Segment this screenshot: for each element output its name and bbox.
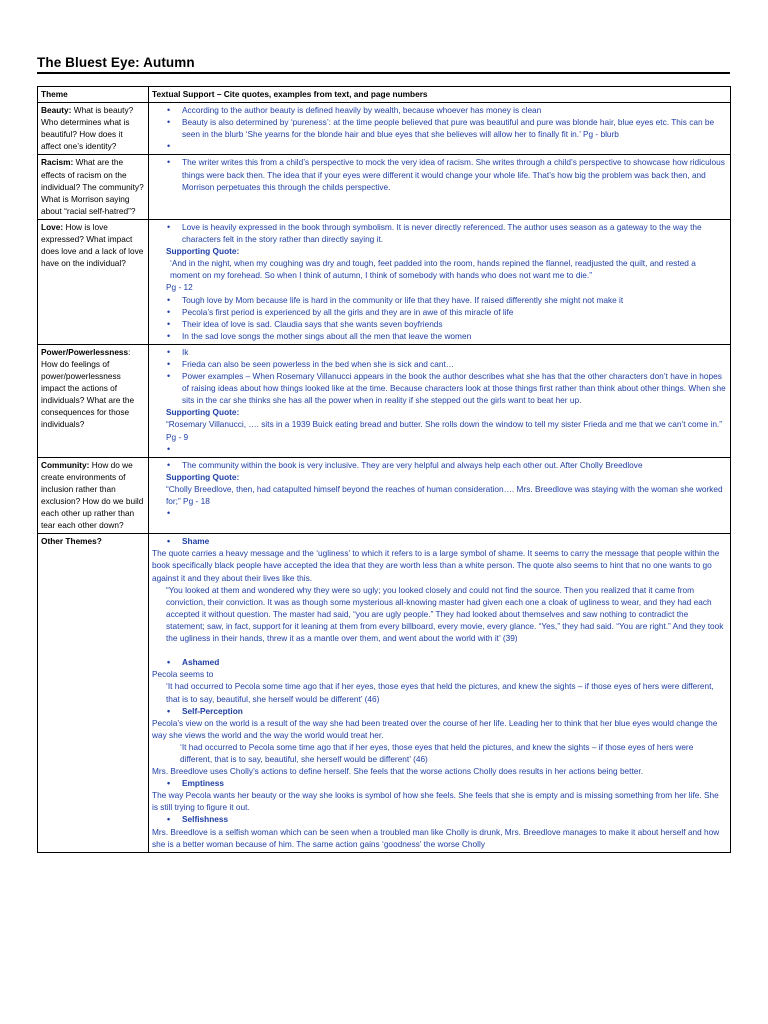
subtheme-paragraph: The quote carries a heavy message and the ‘ugliness’ to which it refers to is a large symbol of shame. It seems to carry the message that people within the book specifically black people have accepted the idea that they are worth less than a white person. The quote also seems to hint that no one wants to go against it and they about their lives like this. bbox=[152, 548, 720, 583]
spacer bbox=[152, 644, 727, 656]
bullet-list bbox=[152, 104, 727, 152]
list-item-empty bbox=[182, 443, 727, 455]
table-row-community bbox=[38, 457, 731, 534]
subtheme-quote: ‘It had occurred to Pecola some time ago that if her eyes, those eyes that held the pictures, and knew the sights – if those eyes of hers were different, that is to say, beautiful, she herself would be different’ (46) bbox=[180, 741, 694, 764]
themes-table bbox=[37, 86, 731, 853]
list-item: • Ik bbox=[182, 346, 727, 358]
theme-label: Community: bbox=[41, 459, 90, 470]
header-support: Textual Support – Cite quotes, examples from text, and page numbers bbox=[149, 87, 731, 103]
theme-label: Beauty: bbox=[41, 105, 72, 116]
support-cell-love bbox=[149, 219, 731, 344]
table-row-racism bbox=[38, 155, 731, 219]
subtheme-quote: “You looked at them and wondered why they were so ugly; you looked closely and could not find the source. Then you realized that it came from conviction, their conviction. It was as though some mysterious all-knowing master had given each one a cloak of ugliness to wear, and they had each accepted it without question. The master had said, “you are ugly people.” They had looked about themselves and saw nothing to contradict the statement; saw, in fact, support for it leaning at them from every billboard, every movie, every glance. “Yes,” they had said. “You are right.” And they took the ugliness in their hands, threw it as a mantle over them, and went about the world with it’ (39) bbox=[166, 584, 724, 644]
supporting-quote: “Rosemary Villanucci, …. sits in a 1939 Buick eating bread and butter. She rolls down the window to tell my sister Frieda and me that we can’t come in.” Pg - 9 bbox=[166, 419, 723, 442]
theme-question: : How do feelings of power/powerlessness impact the actions of individuals? What are the consequences for those individuals? bbox=[41, 346, 135, 430]
theme-label: Love: bbox=[41, 221, 64, 232]
document-title: The Bluest Eye: Autumn bbox=[37, 55, 195, 70]
supporting-quote-label: Supporting Quote: bbox=[166, 407, 240, 418]
support-cell-other bbox=[149, 534, 731, 852]
bullet-list bbox=[152, 294, 727, 342]
theme-label: Other Themes? bbox=[41, 536, 102, 547]
bullet-list bbox=[152, 346, 727, 406]
bullet-list bbox=[152, 507, 727, 519]
subtheme-heading-self-perception: • Self-Perception bbox=[152, 705, 727, 717]
theme-cell-love bbox=[38, 219, 149, 344]
title-underline bbox=[37, 72, 730, 74]
list-item: • Frieda can also be seen powerless in the bed when she is sick and cant… bbox=[182, 358, 727, 370]
table-row-beauty bbox=[38, 103, 731, 155]
supporting-quote: “Cholly Breedlove, then, had catapulted himself beyond the reaches of human consideration…. Mrs. Breedlove was staying with the woman she worked for;” Pg - 18 bbox=[166, 483, 723, 506]
subtheme-paragraph: Mrs. Breedlove uses Cholly’s actions to define herself. She feels that the worse actions Cholly does results in her actions being better. bbox=[152, 766, 644, 777]
theme-cell-community bbox=[38, 457, 149, 534]
page-reference: Pg - 12 bbox=[166, 282, 193, 293]
subtheme-heading-ashamed: • Ashamed bbox=[152, 656, 727, 668]
support-cell-community bbox=[149, 457, 731, 534]
theme-cell-power bbox=[38, 344, 149, 457]
table-header-row bbox=[38, 87, 731, 103]
list-item: • Their idea of love is sad. Claudia says that she wants seven boyfriends bbox=[182, 318, 727, 330]
list-item: • Power examples – When Rosemary Villanucci appears in the book the author describes what she has that the other characters don’t have in hopes of raising ideas about how things looked like at the time. Because characters look at those things first rather than think about other things. When she sits in the car she thinks she has all the power when in reality if she stepped out the girls want to beat her up. bbox=[182, 370, 727, 406]
theme-label: Racism: bbox=[41, 157, 74, 168]
subtheme-heading-shame: • Shame bbox=[152, 535, 727, 547]
subtheme-heading-selfishness: • Selfishness bbox=[152, 813, 727, 825]
table-row-other-themes bbox=[38, 534, 731, 852]
theme-label: Power/Powerlessness bbox=[41, 346, 129, 357]
theme-question: How is love expressed? What impact does love and a lack of love have on the individual? bbox=[41, 221, 144, 269]
list-item: • Pecola’s first period is experienced by all the girls and they are in awe of this miracle of life bbox=[182, 306, 727, 318]
theme-question: What is beauty? Who determines what is beautiful? How does it affect one’s identity? bbox=[41, 105, 134, 152]
list-item-empty bbox=[182, 140, 727, 152]
theme-cell-beauty bbox=[38, 103, 149, 155]
list-item-empty bbox=[182, 507, 727, 519]
bullet-list bbox=[152, 459, 727, 471]
header-theme: Theme bbox=[38, 87, 149, 103]
support-cell-power bbox=[149, 344, 731, 457]
subtheme-heading-emptiness: • Emptiness bbox=[152, 777, 727, 789]
list-item: • Love is heavily expressed in the book through symbolism. It is never directly referenced. The author uses season as a gateway to the way the characters felt in the story rather than directly saying it. bbox=[182, 221, 727, 245]
bullet-list bbox=[152, 221, 727, 245]
list-item: • According to the author beauty is defined heavily by wealth, because whoever has money is clean bbox=[182, 104, 727, 116]
table-row-love bbox=[38, 219, 731, 344]
support-cell-beauty bbox=[149, 103, 731, 155]
support-cell-racism bbox=[149, 155, 731, 219]
subtheme-paragraph: Mrs. Breedlove is a selfish woman which can be seen when a troubled man like Cholly is drunk, Mrs. Breedlove manages to make it about herself and how she is a better woman because of him. The same action gains ‘goodness’ the worse Cholly bbox=[152, 826, 720, 849]
table-row-power bbox=[38, 344, 731, 457]
list-item: • Beauty is also determined by ‘pureness’: at the time people believed that pure was beautiful and pure was blonde hair, blue eyes etc. This can be seen in the blurb ‘She yearns for the blonde hair and blue eyes that she believes will allow her to finally fit in.’ Pg - blurb bbox=[182, 116, 727, 140]
subtheme-paragraph: Pecola seems to bbox=[152, 669, 214, 680]
theme-cell-other bbox=[38, 534, 149, 852]
theme-cell-racism bbox=[38, 155, 149, 219]
subtheme-paragraph: The way Pecola wants her beauty or the way she looks is symbol of how she feels. She feels that she is empty and is missing something from her life. She is still trying to figure it out. bbox=[152, 790, 719, 813]
list-item: • In the sad love songs the mother sings about all the men that leave the women bbox=[182, 330, 727, 342]
list-item: • The writer writes this from a child’s perspective to mock the very idea of racism. She writes through a child’s perspective to showcase how ridiculous things were back then. The idea that if your eyes were different it would change your whole life. That’s how big the problem was back then, and Morrison perpetuates this through the childs perspective. bbox=[182, 156, 727, 192]
theme-question: What are the effects of racism on the individual? The community? What is Morrison saying about “racial self-hatred”? bbox=[41, 157, 144, 216]
list-item: • The community within the book is very inclusive. They are very helpful and always help each other out. After Cholly Breedlove bbox=[182, 459, 727, 471]
bullet-list bbox=[152, 443, 727, 455]
subtheme-quote: ‘It had occurred to Pecola some time ago that if her eyes, those eyes that held the pictures, and knew the sights – if those eyes of hers were different, that is to say, beautiful, she herself would be different’ (46) bbox=[166, 681, 714, 704]
subtheme-paragraph: Pecola’s view on the world is a result of the way she had been treated over the course of her life. Leading her to think that her blue eyes would change the way she views the world and the way the world would treat her. bbox=[152, 717, 718, 740]
supporting-quote: ‘And in the night, when my coughing was dry and tough, feet padded into the room, hands repined the flannel, readjusted the quilt, and rested a moment on my forehead. So when I think of autumn, I think of somebody with hands who does not want me to die.” bbox=[170, 258, 696, 281]
list-item: • Tough love by Mom because life is hard in the community or life that they have. If raised differently she might not make it bbox=[182, 294, 727, 306]
bullet-list bbox=[152, 156, 727, 192]
supporting-quote-label: Supporting Quote: bbox=[166, 246, 240, 257]
supporting-quote-label: Supporting Quote: bbox=[166, 471, 240, 482]
theme-question: How do we create environments of inclusion rather than exclusion? How do we build each other up rather than tear each other down? bbox=[41, 459, 144, 531]
